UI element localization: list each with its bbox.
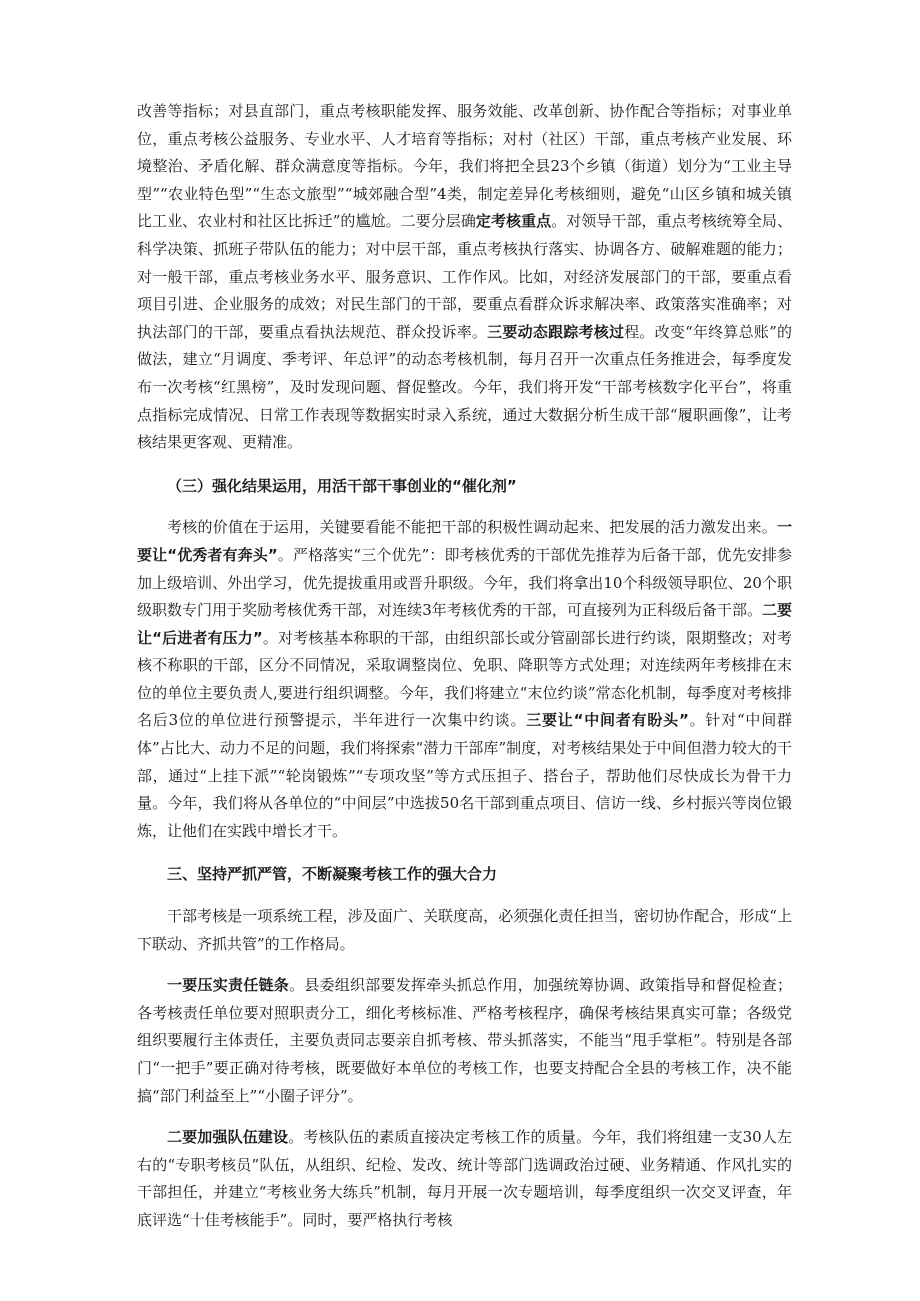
document-page — [137, 98, 792, 1235]
subsection-heading-3: （三）强化结果运用，用活干部干事创业的“催化剂” — [167, 476, 517, 495]
text-run: 。对考核基本称职的干部，由组织部长或分管副部长进行约谈，限期整改；对考核不称职的干部，区分不同情况，采取调整岗位、免职、降职等方式处理；对连续两年考核排在末位的单位主要负责人,要进行组织调整。今年，我们将建立“末位约谈”常态化机制，每季度对考核排名后3位的单位进行预警提示，半年进行一次集中约谈。 — [137, 628, 792, 730]
section-heading-3: 三、坚持严抓严管，不断凝聚考核工作的强大合力 — [167, 865, 498, 884]
bold-run: 一要让“优秀者有奔头” — [137, 518, 792, 564]
paragraph-result-application — [137, 514, 792, 845]
bold-run: 二要让“后进者有压力” — [137, 601, 792, 647]
text-run: 。县委组织部要发挥牵头抓总作用，加强统筹协调、政策指导和督促检查；各考核责任单位要对照职责分工，细化考核标准、严格考核程序，确保考核结果真实可靠；各级党组织要履行主体责任，主要负责同志要亲自抓考核、带头抓落实，不能当“甩手掌柜”。特别是各部门“一把手”要正确对待考核，既要做好本单位的考核工作，也要支持配合全县的考核工作，决不能搞“部门利益至上”“小圈子评分”。 — [137, 976, 792, 1105]
text-run: 改善等指标；对县直部门，重点考核职能发挥、服务效能、改革创新、协作配合等指标；对事业单位，重点考核公益服务、专业水平、人才培育等指标；对村（社区）干部，重点考核产业发展、环境整治、矛盾化解、群众满意度等指标。今年，我们将把全县23个乡镇（街道）划分为“工业主导型”“农业特色型”“生态文旅型”“城郊融合型”4类，制定差异化考核细则，避免“山区乡镇和城关镇比工业、农业村和社区比拆迁”的尴尬。二要分层确 — [137, 102, 792, 231]
paragraph-system-engineering: 干部考核是一项系统工程，涉及面广、关联度高，必须强化责任担当，密切协作配合，形成“上下联动、齐抓共管”的工作格局。 — [137, 907, 792, 953]
bold-run: 三要让“中间者有盼头” — [526, 711, 689, 730]
text-run: 考核的价值在于运用，关键要看能不能把干部的积极性调动起来、把发展的活力激发出来。 — [167, 518, 777, 537]
text-run: 程。改变“年终算总账”的做法，建立“月调度、季考评、年总评”的动态考核机制，每月召开一次重点任务推进会，每季度发布一次考核“红黑榜”，及时发现问题、督促整改。今年，我们将开发“干部考核数字化平台”，将重点指标完成情况、日常工作表现等数据实时录入系统，通过大数据分析生成干部“履职画像”，让考核结果更客观、更精准。 — [137, 322, 792, 452]
bold-run: 一要压实责任链条 — [167, 976, 289, 995]
text-run: 。考核队伍的素质直接决定考核工作的质量。今年，我们将组建一支30人左右的“专职考核员”队伍，从组织、纪检、发改、统计等部门选调政治过硬、业务精通、作风扎实的干部担任，并建立“考核业务大练兵”机制，每月开展一次专题培训，每季度组织一次交叉评查，年底评选“十佳考核能手”。同时，要严格执行考核 — [137, 1128, 792, 1229]
text-run: 。严格落实“三个优先”：即考核优秀的干部优先推荐为后备干部，优先安排参加上级培训、外出学习，优先提拔重用或晋升职级。今年，我们将拿出10个科级领导职位、20个职级职数专门用于奖励考核优秀干部，对连续3年考核优秀的干部，可直接列为正科级后备干部。 — [137, 545, 793, 620]
paragraph-team-building — [137, 1124, 792, 1234]
bold-run: 定考核重点 — [475, 212, 552, 231]
text-run: 。对领导干部，重点考核统筹全局、科学决策、抓班子带队伍的能力；对中层干部，重点考核执行落实、协调各方、破解难题的能力；对一般干部，重点考核业务水平、服务意识、工作作风。比如，对经济发展部门的干部，要重点看项目引进、企业服务的成效；对民生部门的干部，要重点看群众诉求解决率、政策落实准确率；对执法部门的干部，要重点看执法规范、群众投诉率。 — [137, 212, 792, 341]
bold-run: 二要加强队伍建设 — [167, 1128, 289, 1147]
paragraph-responsibility-chain — [137, 972, 792, 1110]
bold-run: 三要动态跟踪考核过 — [487, 322, 625, 341]
paragraph-county-assessment — [137, 98, 792, 457]
text-run: 。针对“中间群体”占比大、动力不足的问题，我们将探索“潜力干部库”制度，对考核结果处于中间但潜力较大的干部，通过“上挂下派”“轮岗锻炼”“专项攻坚”等方式压担子、搭台子，帮助他们尽快成长为骨干力量。今年，我们将从各单位的“中间层”中选拔50名干部到重点项目、信访一线、乡村振兴等岗位锻炼，让他们在实践中增长才干。 — [137, 711, 793, 840]
